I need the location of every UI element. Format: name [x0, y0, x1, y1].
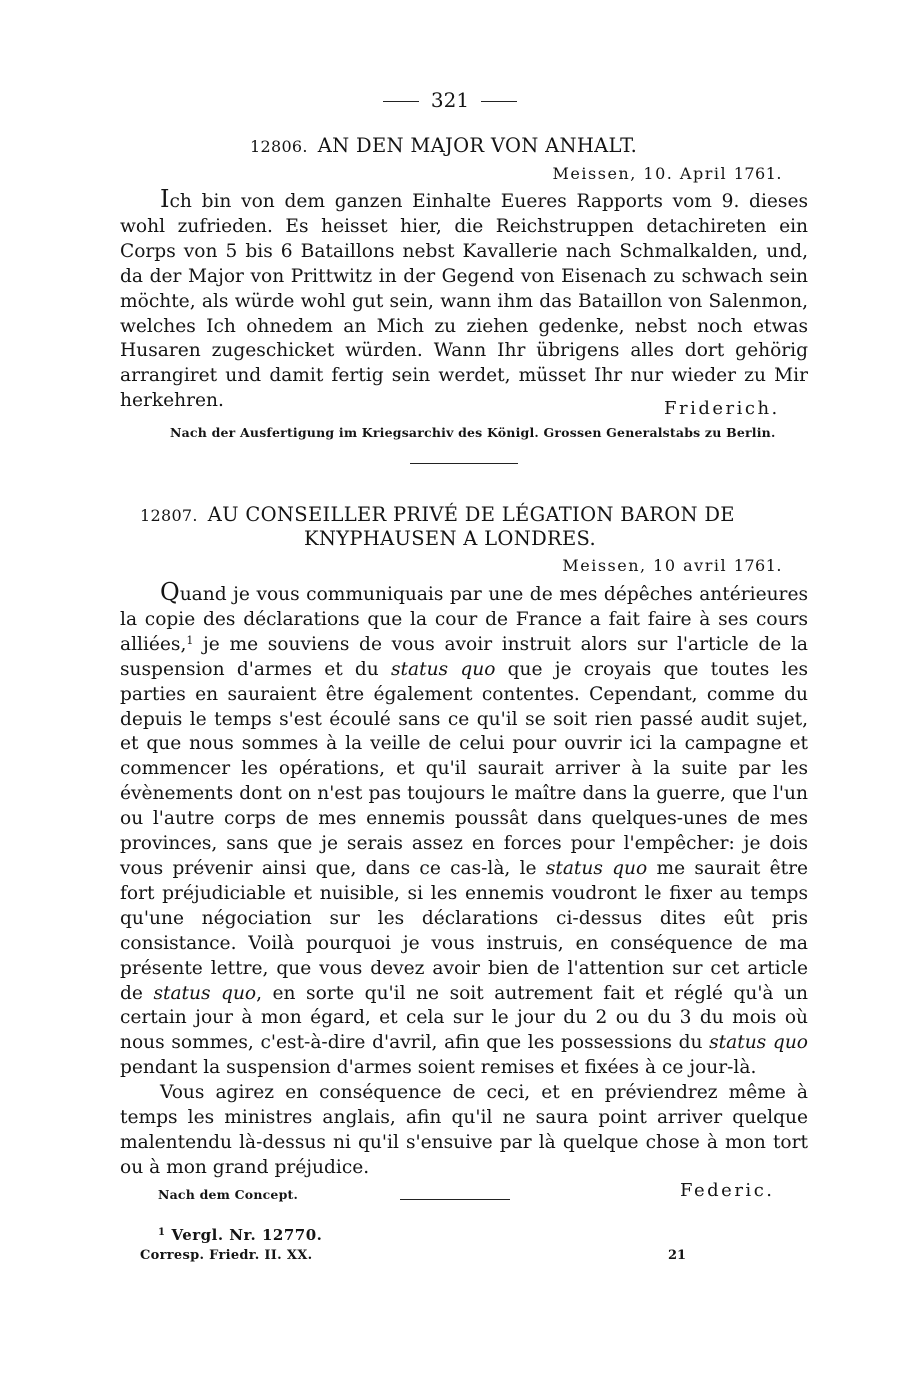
letter1-dateline	[553, 164, 782, 183]
page-number-dash-left	[383, 101, 419, 102]
letter2-text-c: que je croyais que toutes les parties en sauraient être également contentes. Cependant, comme du depuis le temps s'est écoulé sans ce qu'il se soit rien passé audit sujet, et que nous sommes à la veille de celui pour ouvrir ici la campagne et commencer les opérations, et qu'il saurait arriver à la suite par les évènements dont on n'est pas toujours le maître dans la guerre, que l'un ou l'autre corps de mes ennemis poussât dans quelques-unes de mes provinces, sans que je serais assez en forces pour l'empêcher: je dois vous prévenir ainsi que, dans ce cas-là, le	[120, 658, 808, 879]
footnote-mark: 1	[158, 1227, 166, 1238]
letter2-paragraph-2: Vous agirez en conséquence de ceci, et en préviendrez même à temps les ministres anglais, afin qu'il ne saura point arriver quelque malentendu là-dessus ni qu'il s'ensuive par là quelque chose à mon tort ou à mon grand préjudice.	[120, 1082, 808, 1178]
letter1-paragraph	[120, 187, 808, 414]
letter2-signature: Federic.	[680, 1180, 775, 1201]
letter1-initial: I	[160, 185, 170, 213]
page-number-text: 321	[430, 88, 470, 112]
separator-rule	[410, 463, 518, 464]
letter2-paragraph-1	[120, 580, 808, 1081]
footer-series: Corresp. Friedr. II. XX.	[140, 1248, 313, 1263]
letter2-year: 1761.	[733, 556, 782, 575]
letter2-text-a: uand je vous communiquais par une de mes dépêches antérieures la copie des déclarations que la cour de France a fait faire à ses cours alliées,	[120, 584, 808, 655]
letter2-text-d: me saurait être fort préjudiciable et nuisible, si les ennemis voudront le fixer au temps qu'une négociation sur les déclarations ci-dessus dites eût pris consistance. Voilà pourquoi je vous instruis, en conséquence de ma présente lettre, que vous devez avoir bien de l'attention sur cet article de	[120, 857, 808, 1004]
page-number-dash-right	[481, 101, 517, 102]
letter2-status-quo-4: status quo	[709, 1032, 808, 1054]
footnote-reference[interactable]: 1	[186, 633, 194, 647]
letter2-place-date: Meissen, 10 avril	[562, 556, 728, 575]
letter2-status-quo-1: status quo	[391, 658, 496, 680]
letter2-status-quo-2: status quo	[545, 857, 648, 879]
letter1-source: Nach der Ausfertigung im Kriegsarchiv des Königl. Grossen Generalstabs zu Berlin.	[170, 425, 776, 440]
letter2-source: Nach dem Concept.	[158, 1187, 299, 1202]
footnote-text: Vergl. Nr. 12770.	[171, 1226, 323, 1244]
letter2-status-quo-3: status quo	[153, 982, 257, 1004]
letter2-initial: Q	[160, 578, 180, 606]
letter2-text-b: je me souviens de vous avoir instruit alors sur l'article de la suspension d'armes et du	[120, 633, 808, 680]
letter2-body	[120, 580, 808, 1181]
letter1-heading	[250, 134, 637, 157]
letter2-title-line1: AU CONSEILLER PRIVÉ DE LÉGATION BARON DE	[207, 503, 735, 526]
letter1-body	[120, 187, 808, 414]
letter1-signature: Friderich.	[664, 398, 780, 419]
letter2-text-e: , en sorte qu'il ne soit autrement fait et réglé qu'à un certain jour à mon égard, et cela sur le jour du 2 ou du 3 du mois où nous sommes, c'est-à-dire d'avril, afin que les possessions du	[120, 982, 808, 1054]
footnote	[158, 1226, 322, 1244]
letter1-place-date: Meissen, 10. April	[552, 164, 728, 183]
letter2-heading	[140, 503, 735, 526]
letter1-year: 1761.	[733, 164, 782, 183]
letter2-heading-line2: KNYPHAUSEN A LONDRES.	[304, 527, 596, 550]
page-number	[0, 88, 900, 112]
footer-sheet-number: 21	[668, 1248, 687, 1263]
letter2-dateline	[562, 556, 782, 575]
letter1-number: 12806.	[250, 137, 308, 156]
letter2-number: 12807.	[140, 506, 198, 525]
letter1-title: AN DEN MAJOR VON ANHALT.	[317, 134, 638, 157]
letter2-text-f: pendant la suspension d'armes soient remises et fixées à ce jour-là.	[120, 1057, 757, 1079]
letter1-text: ch bin von dem ganzen Einhalte Eueres Rapports vom 9. dieses wohl zufrieden. Es heisset hier, die Reichstruppen detachireten ein Corps von 5 bis 6 Bataillons nebst Kavallerie nach Schmalkalden, und, da der Major von Prittwitz in der Gegend von Eisenach zu schwach sein möchte, als würde wohl gut sein, wann ihm das Bataillon von Salenmon, welches Ich ohnedem an Mich zu ziehen gedenke, nebst noch etwas Husaren zugeschicket würden. Wann Ihr übrigens alles dort gehörig arrangiret und damit fertig sein werdet, müsset Ihr nur wieder zu Mir herkehren.	[120, 191, 808, 412]
footnote-rule	[400, 1199, 510, 1200]
